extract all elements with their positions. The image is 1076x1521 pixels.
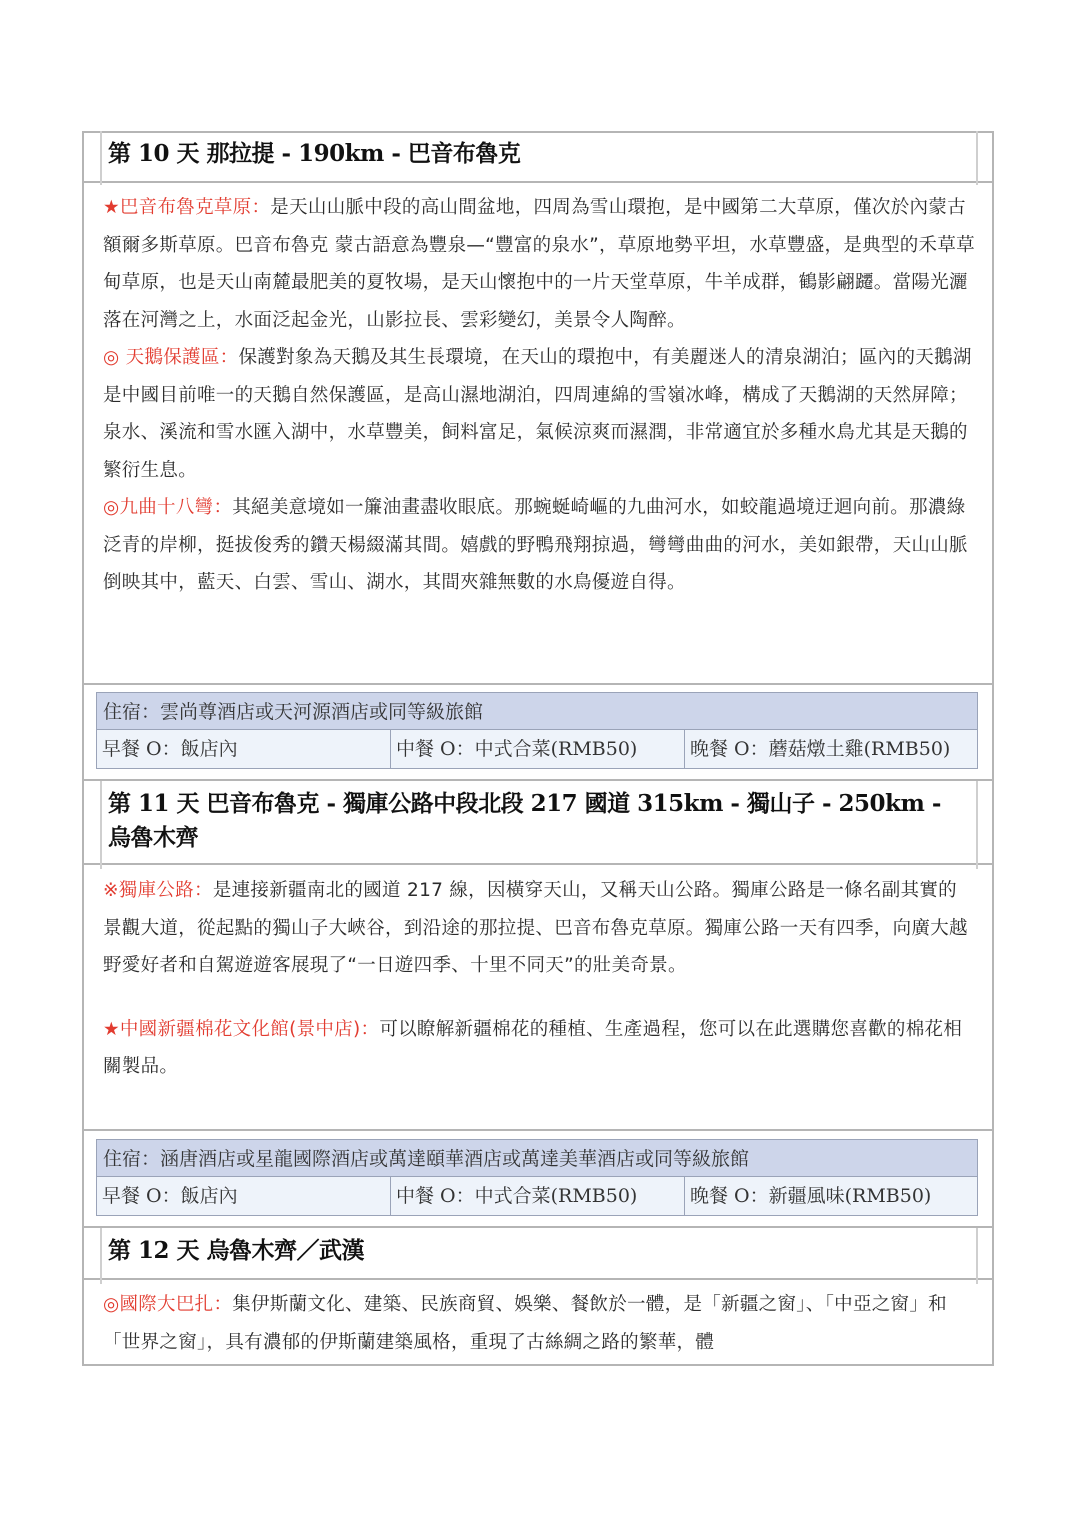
day11-meals xyxy=(96,1177,978,1216)
day12-body xyxy=(103,1286,975,1362)
day11-paragraph-2 xyxy=(103,1011,975,1086)
day11-p2-heading: ★中國新疆棉花文化館(景中店)： xyxy=(103,1018,380,1040)
day11-info-divider xyxy=(84,1129,994,1131)
day10-lunch: 中餐 O：中式合菜(RMB50) xyxy=(391,730,685,768)
day10-body xyxy=(103,189,975,602)
day12-p1-heading: ◎國際大巴扎： xyxy=(103,1294,233,1315)
day11-lodging: 住宿：涵唐酒店或星龍國際酒店或萬達頤華酒店或萬達美華酒店或同等級旅館 xyxy=(96,1139,978,1177)
day10-p2-text: 保護對象為天鵝及其生長環境，在天山的環抱中，有美麗迷人的清泉湖泊；區內的天鵝湖是中國目前唯一的天鵝自然保護區，是高山濕地湖泊，四周連綿的雪嶺冰峰，構成了天鵝湖的天然屏障；泉水、溪流和雪水匯入湖中，水草豐美，飼料富足，氣候涼爽而濕潤，非常適宜於多種水鳥尤其是天鵝的繁衍生息。 xyxy=(103,347,972,481)
day10-p3-text: 其絕美意境如一簾油畫盡收眼底。那蜿蜒崎嶇的九曲河水，如蛟龍過境迂迴向前。那濃綠泛青的岸柳，挺拔俊秀的鑽天楊綴滿其間。嬉戲的野鴨飛翔掠過，彎彎曲曲的河水，美如銀帶，天山山脈倒映其中，藍天、白雲、雪山、湖水，其間夾雜無數的水鳥優遊自得。 xyxy=(103,497,968,593)
day10-paragraph-1 xyxy=(103,189,975,339)
day11-body xyxy=(103,872,975,1086)
day10-info-divider xyxy=(84,683,994,685)
day10-p3-heading: ◎九曲十八彎： xyxy=(103,497,233,518)
day10-p1-text: 是天山山脈中段的高山間盆地，四周為雪山環抱，是中國第二大草原，僅次於內蒙古額爾多斯草原。巴音布魯克 蒙古語意為豐泉—“豐富的泉水”，草原地勢平坦，水草豐盛，是典型的禾草草甸草原，也是天山南麓最肥美的夏牧場，是天山懷抱中的一片天堂草原，牛羊成群，鶴影翩躚。當陽光灑落在河灣之上，水面泛起金光，山影拉長、雲彩變幻，美景令人陶醉。 xyxy=(103,197,975,331)
day11-spacer xyxy=(103,985,975,1011)
day10-dinner: 晚餐 O：蘑菇燉土雞(RMB50) xyxy=(690,738,951,760)
day11-header xyxy=(84,779,994,865)
day10-lodging: 住宿：雲尚尊酒店或天河源酒店或同等級旅館 xyxy=(96,692,978,730)
day10-meals xyxy=(96,730,978,769)
day11-breakfast: 早餐 O：飯店內 xyxy=(97,1177,391,1215)
day11-lunch: 中餐 O：中式合菜(RMB50) xyxy=(391,1177,685,1215)
day10-p1-heading: ★巴音布魯克草原： xyxy=(103,197,271,218)
day10-paragraph-3 xyxy=(103,489,975,602)
day11-p1-text: 是連接新疆南北的國道 217 線，因橫穿天山，又稱天山公路。獨庫公路是一條名副其實的景觀大道，從起點的獨山子大峽谷，到沿途的那拉提、巴音布魯克草原。獨庫公路一天有四季，向廣大越野愛好者和自駕遊遊客展現了“一日遊四季、十里不同天”的壯美奇景。 xyxy=(103,880,968,976)
day11-title: 第 11 天 巴音布魯克 - 獨庫公路中段北段 217 國道 315km - 獨山子 - 250km - 烏魯木齊 xyxy=(100,781,978,869)
day12-title: 第 12 天 烏魯木齊／武漢 xyxy=(100,1228,978,1284)
day11-paragraph-1 xyxy=(103,872,975,985)
day10-breakfast: 早餐 O：飯店內 xyxy=(97,730,391,768)
day10-title: 第 10 天 那拉提 - 190km - 巴音布魯克 xyxy=(100,131,978,185)
day10-p2-heading: ◎ 天鵝保護區： xyxy=(103,347,239,368)
day10-header xyxy=(84,131,994,183)
day11-p2-text: 可以瞭解新疆棉花的種植、生產過程，您可以在此選購您喜歡的棉花相關製品。 xyxy=(103,1018,963,1077)
day12-paragraph-1 xyxy=(103,1286,975,1361)
day11-dinner: 晚餐 O：新疆風味(RMB50) xyxy=(690,1185,932,1207)
day10-lodging-table xyxy=(96,692,978,769)
day10-paragraph-2 xyxy=(103,339,975,489)
day11-lodging-table xyxy=(96,1139,978,1216)
day12-header xyxy=(84,1226,994,1280)
day12-p1-text: 集伊斯蘭文化、建築、民族商貿、娛樂、餐飲於一體，是「新疆之窗」、「中亞之窗」和「世界之窗」，具有濃郁的伊斯蘭建築風格，重現了古絲綢之路的繁華，體 xyxy=(103,1294,947,1353)
day11-p1-heading: ※獨庫公路： xyxy=(103,880,213,901)
